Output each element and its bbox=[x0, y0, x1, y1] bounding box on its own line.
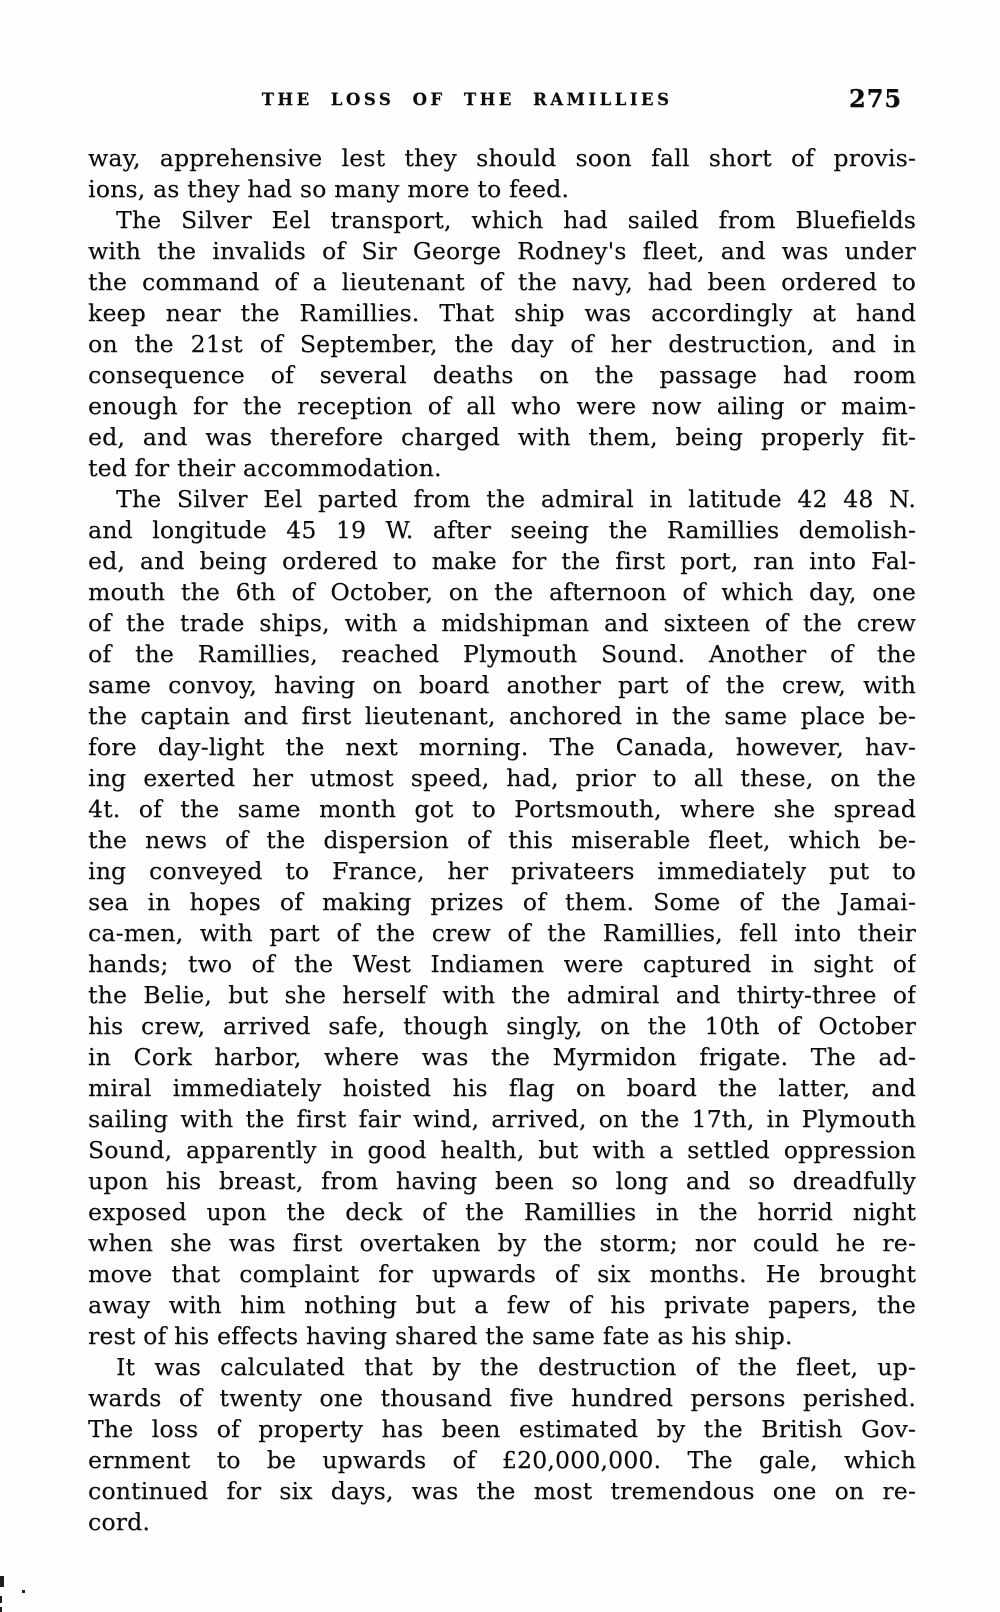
text-line: The loss of property has been estimated by the British Gov- bbox=[88, 1415, 916, 1443]
text-line: miral immediately hoisted his flag on board the latter, and bbox=[88, 1074, 916, 1102]
text-line: same convoy, having on board another part of the crew, with bbox=[88, 671, 916, 699]
scan-artifact bbox=[0, 1576, 4, 1587]
text-line: 4t. of the same month got to Portsmouth, where she spread bbox=[88, 795, 916, 823]
page-header bbox=[88, 84, 916, 122]
text-line: continued for six days, was the most tremendous one on re- bbox=[88, 1477, 916, 1505]
text-line: and longitude 45 19 W. after seeing the Ramillies demolish- bbox=[88, 516, 916, 544]
text-line: keep near the Ramillies. That ship was accordingly at hand bbox=[88, 299, 916, 327]
scan-artifact bbox=[0, 1607, 2, 1612]
text-line: ing conveyed to France, her privateers immediately put to bbox=[88, 857, 916, 885]
text-line: rest of his effects having shared the same fate as his ship. bbox=[88, 1322, 793, 1350]
text-line: ed, and was therefore charged with them, being properly fit- bbox=[88, 423, 916, 451]
text-line: fore day-light the next morning. The Canada, however, hav- bbox=[88, 733, 916, 761]
text-line: sea in hopes of making prizes of them. Some of the Jamai- bbox=[88, 888, 916, 916]
text-line: the news of the dispersion of this miserable fleet, which be- bbox=[88, 826, 916, 854]
text-line: ions, as they had so many more to feed. bbox=[88, 175, 570, 203]
text-line: sailing with the first fair wind, arrived, on the 17th, in Plymouth bbox=[88, 1105, 916, 1133]
text-line: hands; two of the West Indiamen were captured in sight of bbox=[88, 950, 916, 978]
page-body bbox=[88, 143, 916, 1538]
text-line: exposed upon the deck of the Ramillies in the horrid night bbox=[88, 1198, 916, 1226]
scan-artifact bbox=[0, 1596, 2, 1603]
text-line: the Belie, but she herself with the admiral and thirty-three of bbox=[88, 981, 916, 1009]
text-line: with the invalids of Sir George Rodney's fleet, and was under bbox=[88, 237, 916, 265]
text-line: on the 21st of September, the day of her destruction, and in bbox=[88, 330, 916, 358]
text-line: of the Ramillies, reached Plymouth Sound. Another of the bbox=[88, 640, 916, 668]
text-line: away with him nothing but a few of his private papers, the bbox=[88, 1291, 916, 1319]
scan-artifact bbox=[22, 1590, 25, 1593]
page-number: 275 bbox=[848, 84, 902, 113]
text-line: The Silver Eel transport, which had sailed from Bluefields bbox=[116, 206, 916, 234]
text-line: ing exerted her utmost speed, had, prior to all these, on the bbox=[88, 764, 916, 792]
text-line: enough for the reception of all who were now ailing or maim- bbox=[88, 392, 916, 420]
text-line: of the trade ships, with a midshipman and sixteen of the crew bbox=[88, 609, 916, 637]
paragraph bbox=[88, 205, 916, 484]
text-line: upon his breast, from having been so long and so dreadfully bbox=[88, 1167, 916, 1195]
text-line: cord. bbox=[88, 1508, 151, 1536]
paragraph bbox=[88, 143, 916, 205]
text-line: move that complaint for upwards of six months. He brought bbox=[88, 1260, 916, 1288]
text-line: when she was first overtaken by the storm; nor could he re- bbox=[88, 1229, 916, 1257]
text-line: ca-men, with part of the crew of the Ramillies, fell into their bbox=[88, 919, 916, 947]
text-line: way, apprehensive lest they should soon fall short of provis- bbox=[88, 144, 916, 172]
running-title: THE LOSS OF THE RAMILLIES bbox=[261, 90, 673, 109]
text-line: ernment to be upwards of £20,000,000. The gale, which bbox=[88, 1446, 916, 1474]
text-line: It was calculated that by the destruction of the fleet, up- bbox=[116, 1353, 916, 1381]
text-line: in Cork harbor, where was the Myrmidon frigate. The ad- bbox=[88, 1043, 916, 1071]
text-line: wards of twenty one thousand five hundred persons perished. bbox=[88, 1384, 916, 1412]
text-line: his crew, arrived safe, though singly, on the 10th of October bbox=[88, 1012, 916, 1040]
text-line: ed, and being ordered to make for the first port, ran into Fal- bbox=[88, 547, 916, 575]
paragraph bbox=[88, 484, 916, 1352]
text-line: ted for their accommodation. bbox=[88, 454, 442, 482]
text-line: the command of a lieutenant of the navy, had been ordered to bbox=[88, 268, 916, 296]
text-line: consequence of several deaths on the passage had room bbox=[88, 361, 916, 389]
text-line: The Silver Eel parted from the admiral in latitude 42 48 N. bbox=[116, 485, 916, 513]
text-line: Sound, apparently in good health, but with a settled oppression bbox=[88, 1136, 916, 1164]
text-line: mouth the 6th of October, on the afternoon of which day, one bbox=[88, 578, 916, 606]
text-line: the captain and first lieutenant, anchored in the same place be- bbox=[88, 702, 916, 730]
paragraph bbox=[88, 1352, 916, 1538]
